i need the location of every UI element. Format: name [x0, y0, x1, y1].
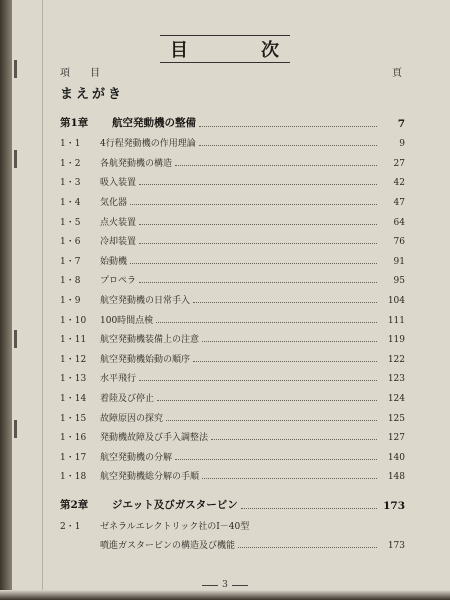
- leader-dots: [139, 380, 377, 381]
- section-page: 123: [387, 374, 405, 385]
- section-page: 27: [393, 158, 405, 169]
- section-number: 1・10: [60, 315, 87, 326]
- section-title: 噴進ガスタービンの構造及び機能: [100, 541, 236, 552]
- section-page: 140: [387, 452, 405, 463]
- toc-row: [60, 443, 405, 463]
- leader-dots: [139, 282, 377, 283]
- toc-row: [60, 463, 405, 483]
- section-number: 1・13: [60, 374, 87, 385]
- leader-dots: [238, 547, 377, 548]
- section-page: 125: [387, 413, 405, 424]
- footer-dash: [202, 585, 218, 586]
- section-title: 航空発動機装備上の注意: [100, 335, 200, 346]
- section-title: 航空発動機の日常手入: [100, 295, 191, 306]
- section-title: 航空発動機始動の順序: [100, 354, 191, 365]
- leader-dots: [139, 224, 377, 225]
- chapter-1-entry: [60, 110, 405, 130]
- leader-dots: [139, 243, 377, 244]
- edge-mark: [14, 150, 17, 168]
- title-char: 目: [170, 40, 189, 61]
- leader-dots: [211, 439, 377, 440]
- toc-row: [60, 267, 405, 287]
- chapter-title: ジエット及びガスタービン: [112, 499, 238, 512]
- edge-mark: [14, 60, 17, 78]
- section-page: 148: [387, 472, 405, 483]
- previous-page-edge: [12, 0, 43, 600]
- section-title: 100時間点検: [100, 315, 154, 326]
- book-spine-edge: [0, 0, 12, 600]
- leader-dots: [199, 145, 377, 146]
- section-title: 4行程発動機の作用理論: [100, 139, 196, 150]
- section-number: 1・6: [60, 237, 81, 248]
- leader-dots: [202, 341, 377, 342]
- section-title: 気化器: [100, 197, 128, 208]
- section-page: 95: [393, 276, 405, 287]
- column-header-page: 頁: [392, 68, 402, 79]
- title-rule-bottom: [160, 62, 290, 63]
- section-title: 水平飛行: [100, 374, 137, 385]
- section-page: 104: [387, 295, 405, 306]
- section-number: 1・7: [60, 256, 81, 267]
- section-title: 故障原因の探究: [100, 413, 164, 424]
- section-number: 1・4: [60, 197, 81, 208]
- chapter-2-entry: [60, 482, 405, 512]
- leader-dots: [202, 478, 377, 479]
- section-page: 127: [387, 433, 405, 444]
- section-number: 1・9: [60, 295, 81, 306]
- title-char: 次: [261, 40, 280, 61]
- chapter-number: 第2章: [60, 499, 89, 512]
- section-page: 9: [399, 139, 405, 150]
- page-title: [170, 38, 280, 60]
- leader-dots: [193, 361, 377, 362]
- section-title: 点火装置: [100, 217, 137, 228]
- toc-row: [60, 365, 405, 385]
- leader-dots: [130, 263, 377, 264]
- section-page: 111: [387, 315, 405, 326]
- chapter-page: 173: [383, 500, 405, 513]
- leader-dots: [166, 420, 377, 421]
- section-page: 173: [387, 541, 405, 552]
- chapter-number: 第1章: [60, 116, 89, 129]
- section-number: 1・3: [60, 178, 81, 189]
- toc-row: [60, 149, 405, 169]
- section-title: 始動機: [100, 256, 128, 267]
- section-title: 冷却装置: [100, 237, 137, 248]
- page-bottom-shadow: [0, 590, 450, 600]
- section-title: 着陸及び停止: [100, 393, 155, 404]
- edge-mark: [14, 330, 17, 348]
- toc-row: [60, 345, 405, 365]
- toc-row: [60, 188, 405, 208]
- section-title: 各航発動機の構造: [100, 158, 173, 169]
- table-of-contents: [60, 110, 405, 551]
- toc-row: [60, 286, 405, 306]
- section-title: 吸入装置: [100, 178, 137, 189]
- section-number: 1・15: [60, 413, 87, 424]
- leader-dots: [157, 400, 377, 401]
- section-title: ゼネラルエレクトリック社のI－40型: [100, 521, 250, 532]
- section-number: 1・11: [60, 335, 87, 346]
- section-number: 1・1: [60, 139, 81, 150]
- edge-mark: [14, 420, 17, 438]
- preface-entry: まえがき: [60, 87, 125, 102]
- toc-row: [60, 424, 405, 444]
- section-title: プロペラ: [100, 276, 137, 287]
- section-page: 119: [387, 335, 405, 346]
- section-number: 1・5: [60, 217, 81, 228]
- section-page: 76: [393, 237, 405, 248]
- toc-row: [60, 512, 405, 532]
- section-number: 2・1: [60, 521, 81, 532]
- section-number: 1・2: [60, 158, 81, 169]
- toc-row: [60, 384, 405, 404]
- leader-dots: [175, 459, 377, 460]
- section-page: 122: [387, 354, 405, 365]
- chapter-title: 航空発動機の整備: [112, 116, 196, 129]
- page-footer: [190, 580, 260, 590]
- leader-dots: [193, 302, 377, 303]
- column-header-item: 項 目: [60, 68, 100, 79]
- section-page: 64: [393, 217, 405, 228]
- section-page: 91: [393, 256, 405, 267]
- leader-dots: [241, 508, 377, 509]
- section-title: 発動機故障及び手入調整法: [100, 433, 209, 444]
- footer-dash: [232, 585, 248, 586]
- section-number: 1・8: [60, 276, 81, 287]
- section-page: 42: [393, 178, 405, 189]
- leader-dots: [130, 204, 377, 205]
- section-page: 47: [393, 197, 405, 208]
- toc-row: [60, 130, 405, 150]
- section-number: 1・12: [60, 354, 87, 365]
- toc-row: [60, 169, 405, 189]
- toc-row: [60, 404, 405, 424]
- toc-row: [60, 306, 405, 326]
- toc-row: [60, 247, 405, 267]
- chapter-page: 7: [397, 117, 405, 130]
- leader-dots: [199, 126, 377, 127]
- leader-dots: [156, 322, 377, 323]
- leader-dots: [139, 184, 377, 185]
- toc-row: [60, 228, 405, 248]
- section-page: 124: [387, 393, 405, 404]
- section-title: 航空発動機総分解の手順: [100, 472, 200, 483]
- section-number: 1・14: [60, 393, 87, 404]
- section-number: 1・18: [60, 472, 87, 483]
- toc-row: [60, 326, 405, 346]
- section-title: 航空発動機の分解: [100, 452, 173, 463]
- leader-dots: [175, 165, 377, 166]
- toc-row: [60, 208, 405, 228]
- page-number: 3: [222, 580, 228, 590]
- section-number: 1・16: [60, 433, 87, 444]
- toc-row: [60, 532, 405, 552]
- section-number: 1・17: [60, 452, 87, 463]
